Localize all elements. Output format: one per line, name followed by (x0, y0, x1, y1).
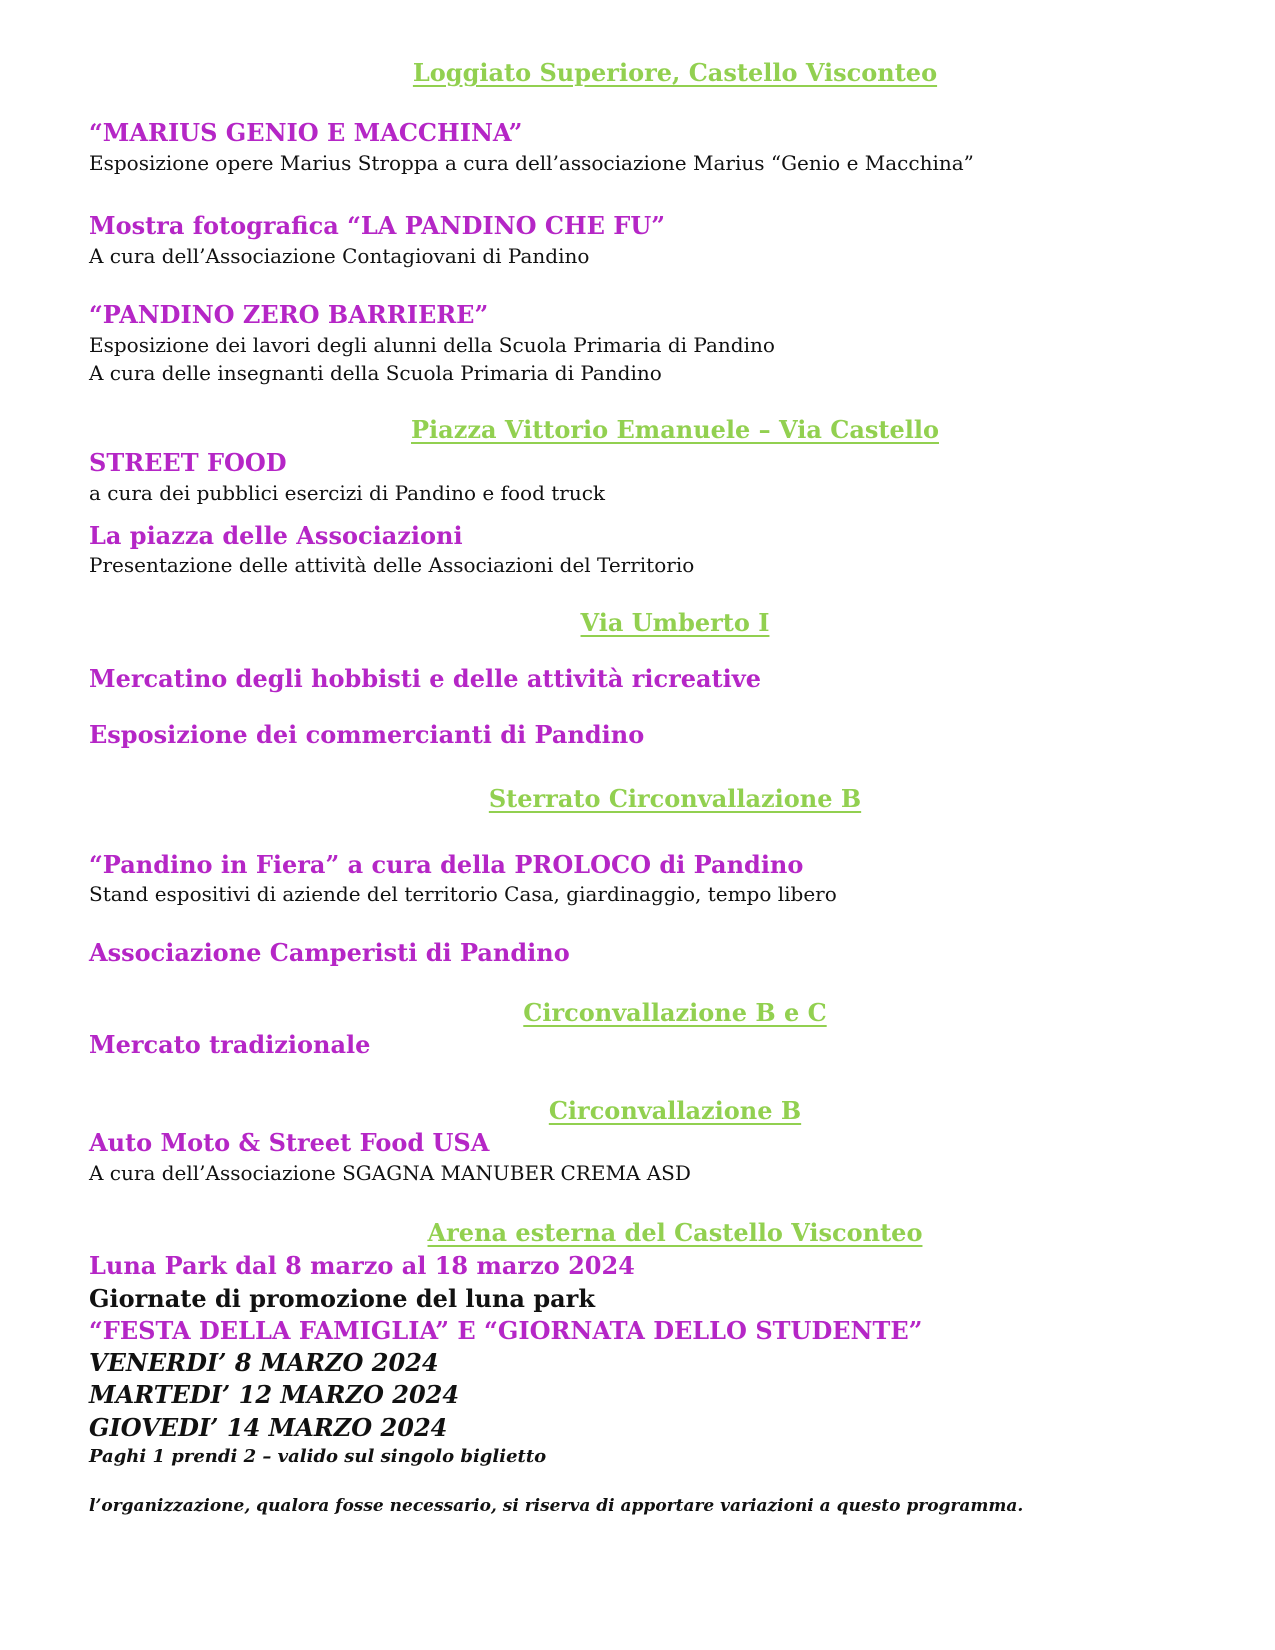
item-title-camperisti: Associazione Camperisti di Pandino (89, 938, 570, 967)
promo-date-3: GIOVEDI’ 14 MARZO 2024 (89, 1413, 448, 1442)
location-heading-circ-b: Circonvallazione B (548, 1096, 802, 1125)
item-title-auto-moto: Auto Moto & Street Food USA (89, 1128, 490, 1157)
item-desc-street-food: a cura dei pubblici esercizi di Pandino e food truck (89, 481, 606, 505)
item-title-mercatino: Mercatino degli hobbisti e delle attività ricreative (89, 664, 761, 693)
location-heading-circ-bc: Circonvallazione B e C (523, 998, 827, 1027)
location-heading-arena: Arena esterna del Castello Visconteo (427, 1218, 923, 1247)
item-title-commercianti: Esposizione dei commercianti di Pandino (89, 720, 645, 749)
item-desc-zero-barriere-2: A cura delle insegnanti della Scuola Primaria di Pandino (89, 361, 662, 385)
location-heading-piazza: Piazza Vittorio Emanuele – Via Castello (411, 415, 939, 444)
footer-note: l’organizzazione, qualora fosse necessario, si riserva di apportare variazioni a questo programma. (89, 1496, 1024, 1516)
location-heading-sterrato: Sterrato Circonvallazione B (488, 784, 862, 813)
promo-days-heading: Giornate di promozione del luna park (89, 1284, 595, 1313)
item-desc-marius: Esposizione opere Marius Stroppa a cura dell’associazione Marius “Genio e Macchina” (89, 151, 974, 175)
offer-note: Paghi 1 prendi 2 – valido sul singolo biglietto (89, 1446, 547, 1467)
luna-park-dates: Luna Park dal 8 marzo al 18 marzo 2024 (89, 1251, 635, 1280)
promo-date-2: MARTEDI’ 12 MARZO 2024 (89, 1380, 460, 1409)
item-desc-zero-barriere-1: Esposizione dei lavori degli alunni della Scuola Primaria di Pandino (89, 333, 775, 357)
item-desc-mostra: A cura dell’Associazione Contagiovani di Pandino (89, 244, 590, 268)
item-title-zero-barriere: “PANDINO ZERO BARRIERE” (89, 300, 489, 329)
item-title-mostra: Mostra fotografica “LA PANDINO CHE FU” (89, 211, 666, 240)
festa-heading: “FESTA DELLA FAMIGLIA” E “GIORNATA DELLO STUDENTE” (89, 1316, 923, 1345)
promo-date-1: VENERDI’ 8 MARZO 2024 (89, 1348, 439, 1377)
item-title-pandino-fiera: “Pandino in Fiera” a cura della PROLOCO di Pandino (89, 850, 804, 879)
item-desc-auto-moto: A cura dell’Associazione SGAGNA MANUBER CREMA ASD (89, 1161, 691, 1185)
item-title-piazza-associazioni: La piazza delle Associazioni (89, 521, 463, 550)
item-title-street-food: STREET FOOD (89, 448, 287, 477)
location-heading-umberto: Via Umberto I (580, 608, 770, 637)
item-desc-piazza-associazioni: Presentazione delle attività delle Associazioni del Territorio (89, 553, 695, 577)
location-heading-loggiato: Loggiato Superiore, Castello Visconteo (412, 58, 938, 87)
item-title-marius: “MARIUS GENIO E MACCHINA” (89, 118, 523, 147)
item-title-mercato: Mercato tradizionale (89, 1030, 371, 1059)
item-desc-pandino-fiera: Stand espositivi di aziende del territorio Casa, giardinaggio, tempo libero (89, 882, 837, 906)
